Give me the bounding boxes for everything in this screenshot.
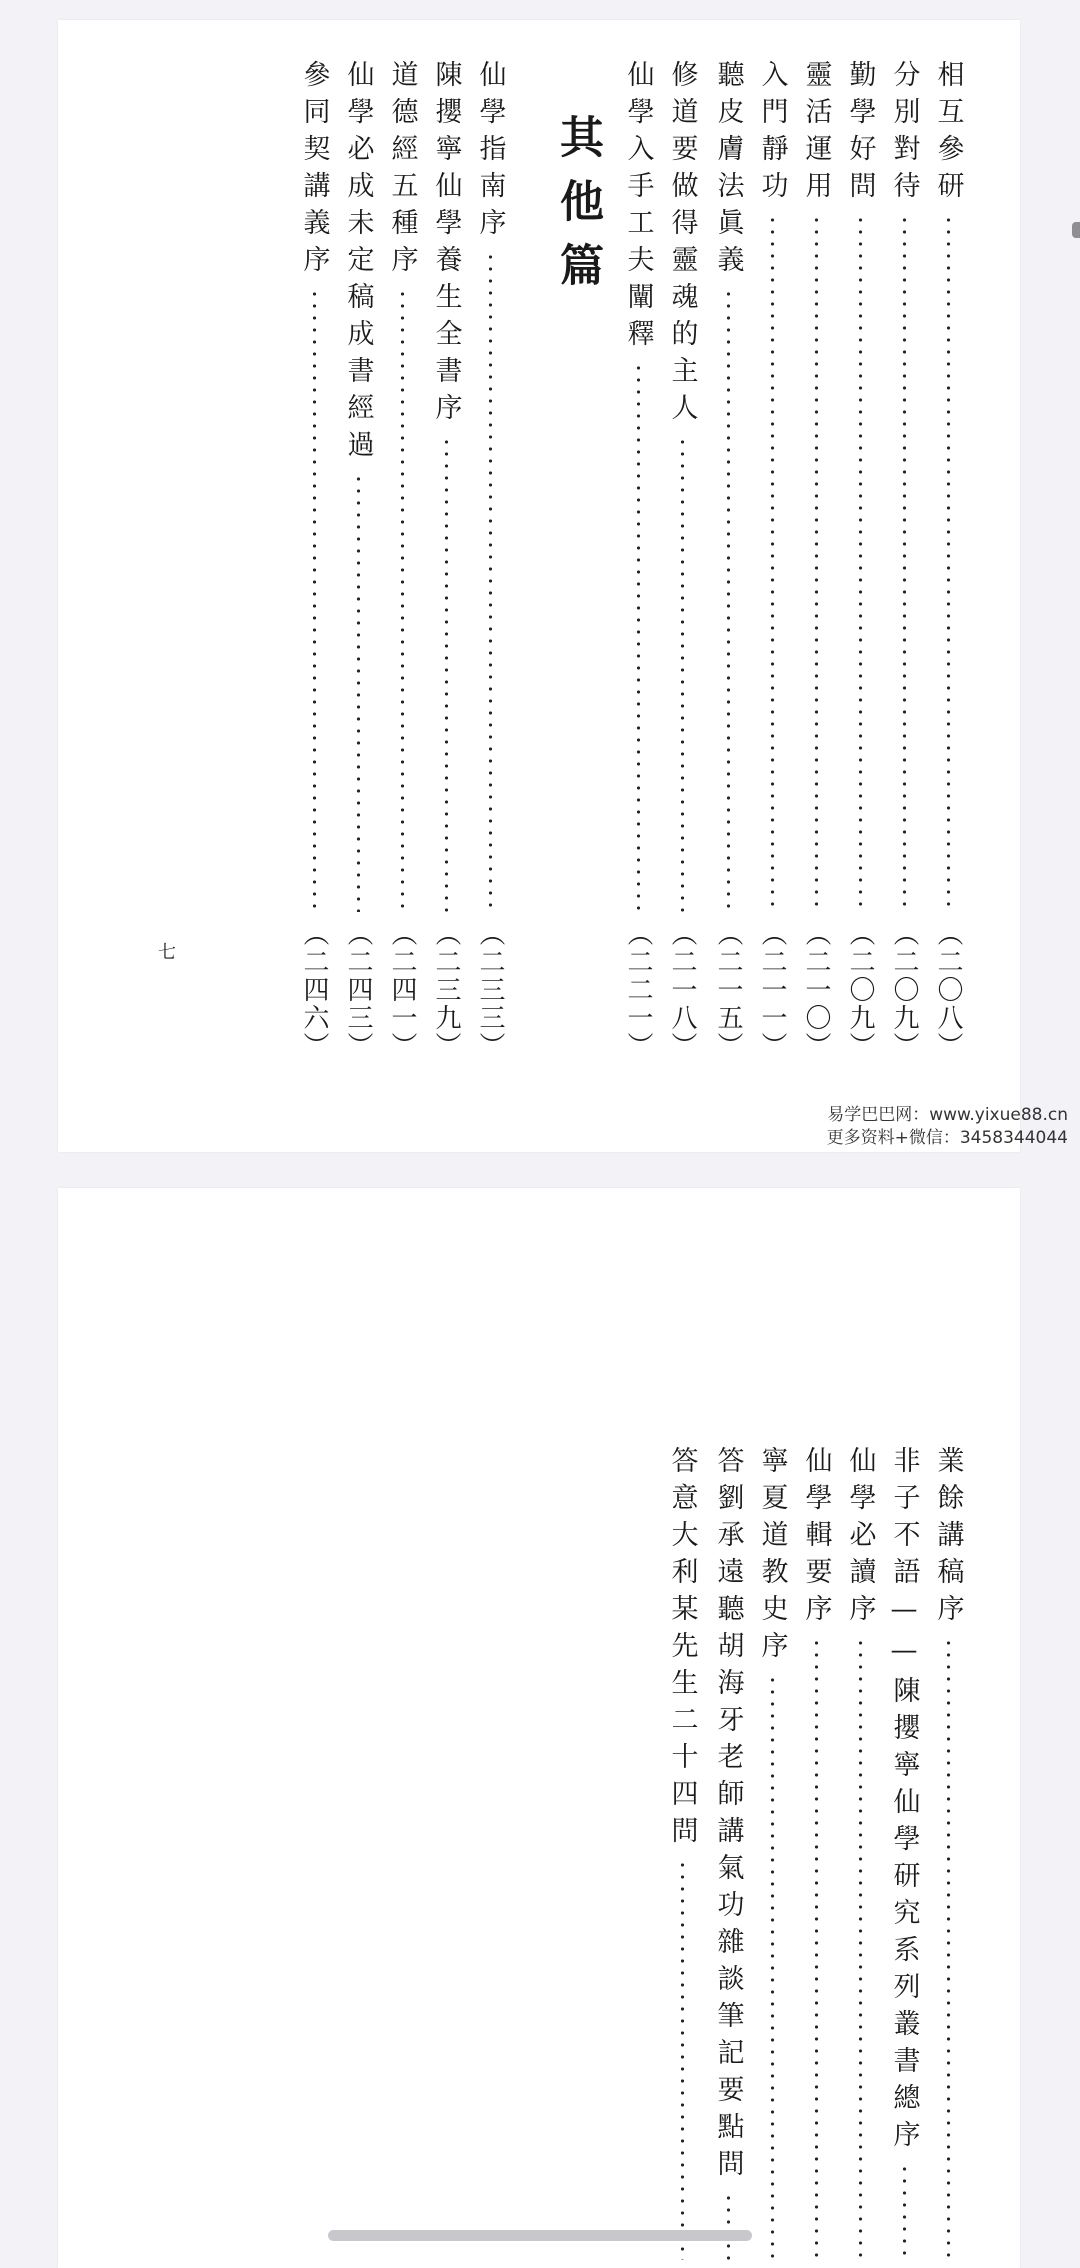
toc-entry-title: 寧夏道教史序 bbox=[756, 1446, 788, 1668]
section-title: 其他篇 bbox=[552, 114, 603, 306]
toc-entry[interactable] bbox=[752, 1446, 792, 2268]
page-folio: 七 bbox=[158, 942, 176, 963]
leader-dots bbox=[726, 288, 731, 912]
toc-entry-title: 仙學指南序 bbox=[474, 60, 506, 245]
toc-entry-page: （二四三） bbox=[343, 920, 373, 1060]
toc-entry-title: 仙學必成未定稿成書經過 bbox=[342, 60, 374, 467]
toc-entry-page: （二〇九） bbox=[889, 920, 919, 1060]
toc-entry-page: （二一八） bbox=[667, 920, 697, 1060]
leader-dots bbox=[400, 288, 405, 912]
watermark bbox=[827, 1104, 1068, 1150]
toc-entry-title: 業餘講稿序 bbox=[932, 1446, 964, 1631]
leader-dots bbox=[858, 1637, 863, 2260]
toc-entry-title: 入門靜功 bbox=[756, 60, 788, 208]
leader-dots bbox=[312, 288, 317, 912]
toc-entry-title: 仙學輯要序 bbox=[800, 1446, 832, 1631]
toc-entry[interactable] bbox=[840, 60, 880, 1060]
toc-entry-page: （二一五） bbox=[713, 920, 743, 1060]
toc-entry[interactable] bbox=[840, 1446, 880, 2268]
toc-entry-title: 答劉承遠聽胡海牙老師講氣功雜談筆記要點問 bbox=[712, 1446, 744, 2186]
toc-entry-title: 參同契講義序 bbox=[298, 60, 330, 282]
toc-entry[interactable] bbox=[426, 60, 466, 1060]
toc-entry[interactable] bbox=[796, 60, 836, 1060]
toc-entry[interactable] bbox=[752, 60, 792, 1060]
leader-dots bbox=[902, 214, 907, 912]
leader-dots bbox=[636, 362, 641, 912]
leader-dots bbox=[488, 251, 493, 912]
toc-entry[interactable] bbox=[662, 1446, 702, 2268]
toc-entry-page: （二一〇） bbox=[801, 920, 831, 1060]
leader-dots bbox=[902, 2163, 907, 2260]
home-indicator[interactable] bbox=[328, 2230, 752, 2241]
leader-dots bbox=[726, 2192, 731, 2260]
toc-entry-title: 陳攖寧仙學養生全書序 bbox=[430, 60, 462, 430]
toc-entry[interactable] bbox=[884, 1446, 924, 2268]
leader-dots bbox=[770, 214, 775, 912]
toc-page-1 bbox=[58, 20, 1020, 1152]
toc-entry[interactable] bbox=[928, 1446, 968, 2268]
scroll-indicator[interactable] bbox=[1072, 222, 1080, 238]
toc-entry[interactable] bbox=[796, 1446, 836, 2268]
toc-entry-page: （二二一） bbox=[623, 920, 653, 1060]
toc-entry[interactable] bbox=[708, 60, 748, 1060]
toc-entry-title: 道德經五種序 bbox=[386, 60, 418, 282]
toc-entry[interactable] bbox=[884, 60, 924, 1060]
leader-dots bbox=[356, 473, 361, 912]
toc-page-2 bbox=[58, 1188, 1020, 2268]
toc-entry[interactable] bbox=[294, 60, 334, 1060]
leader-dots bbox=[770, 1674, 775, 2260]
toc-entry[interactable] bbox=[618, 60, 658, 1060]
toc-entry[interactable] bbox=[708, 1446, 748, 2268]
toc-entry[interactable] bbox=[662, 60, 702, 1060]
toc-entry[interactable] bbox=[338, 60, 378, 1060]
toc-entry-page: （二三九） bbox=[431, 920, 461, 1060]
leader-dots bbox=[814, 1637, 819, 2260]
leader-dots bbox=[858, 214, 863, 912]
toc-entry-page: （二〇九） bbox=[845, 920, 875, 1060]
leader-dots bbox=[814, 214, 819, 912]
toc-entry-title: 靈活運用 bbox=[800, 60, 832, 208]
toc-entry[interactable] bbox=[470, 60, 510, 1060]
toc-entry-title: 相互參研 bbox=[932, 60, 964, 208]
toc-entry-title: 分別對待 bbox=[888, 60, 920, 208]
leader-dots bbox=[946, 1637, 951, 2260]
toc-entry-title: 聽皮膚法眞義 bbox=[712, 60, 744, 282]
toc-entry-title: 勤學好問 bbox=[844, 60, 876, 208]
toc-entry-page: （二三三） bbox=[475, 920, 505, 1060]
toc-entry-title: 答意大利某先生二十四問 bbox=[666, 1446, 698, 1853]
toc-entry-page: （二〇八） bbox=[933, 920, 963, 1060]
toc-entry-title: 仙學入手工夫闡釋 bbox=[622, 60, 654, 356]
leader-dots bbox=[946, 214, 951, 912]
toc-entry-page: （二一一） bbox=[757, 920, 787, 1060]
toc-entry-title: 非子不語——陳攖寧仙學研究系列叢書總序 bbox=[888, 1446, 920, 2157]
section-heading bbox=[552, 114, 602, 306]
watermark-line-1: 易学巴巴网：www.yixue88.cn bbox=[827, 1105, 1068, 1125]
leader-dots bbox=[444, 436, 449, 912]
toc-entry[interactable] bbox=[928, 60, 968, 1060]
leader-dots bbox=[680, 1859, 685, 2260]
toc-entry[interactable] bbox=[382, 60, 422, 1060]
toc-entry-title: 仙學必讀序 bbox=[844, 1446, 876, 1631]
watermark-line-2: 更多资料+微信：3458344044 bbox=[826, 1127, 1068, 1148]
leader-dots bbox=[680, 436, 685, 912]
toc-entry-title: 修道要做得靈魂的主人 bbox=[666, 60, 698, 430]
toc-entry-page: （二四一） bbox=[387, 920, 417, 1060]
toc-entry-page: （二四六） bbox=[299, 920, 329, 1060]
